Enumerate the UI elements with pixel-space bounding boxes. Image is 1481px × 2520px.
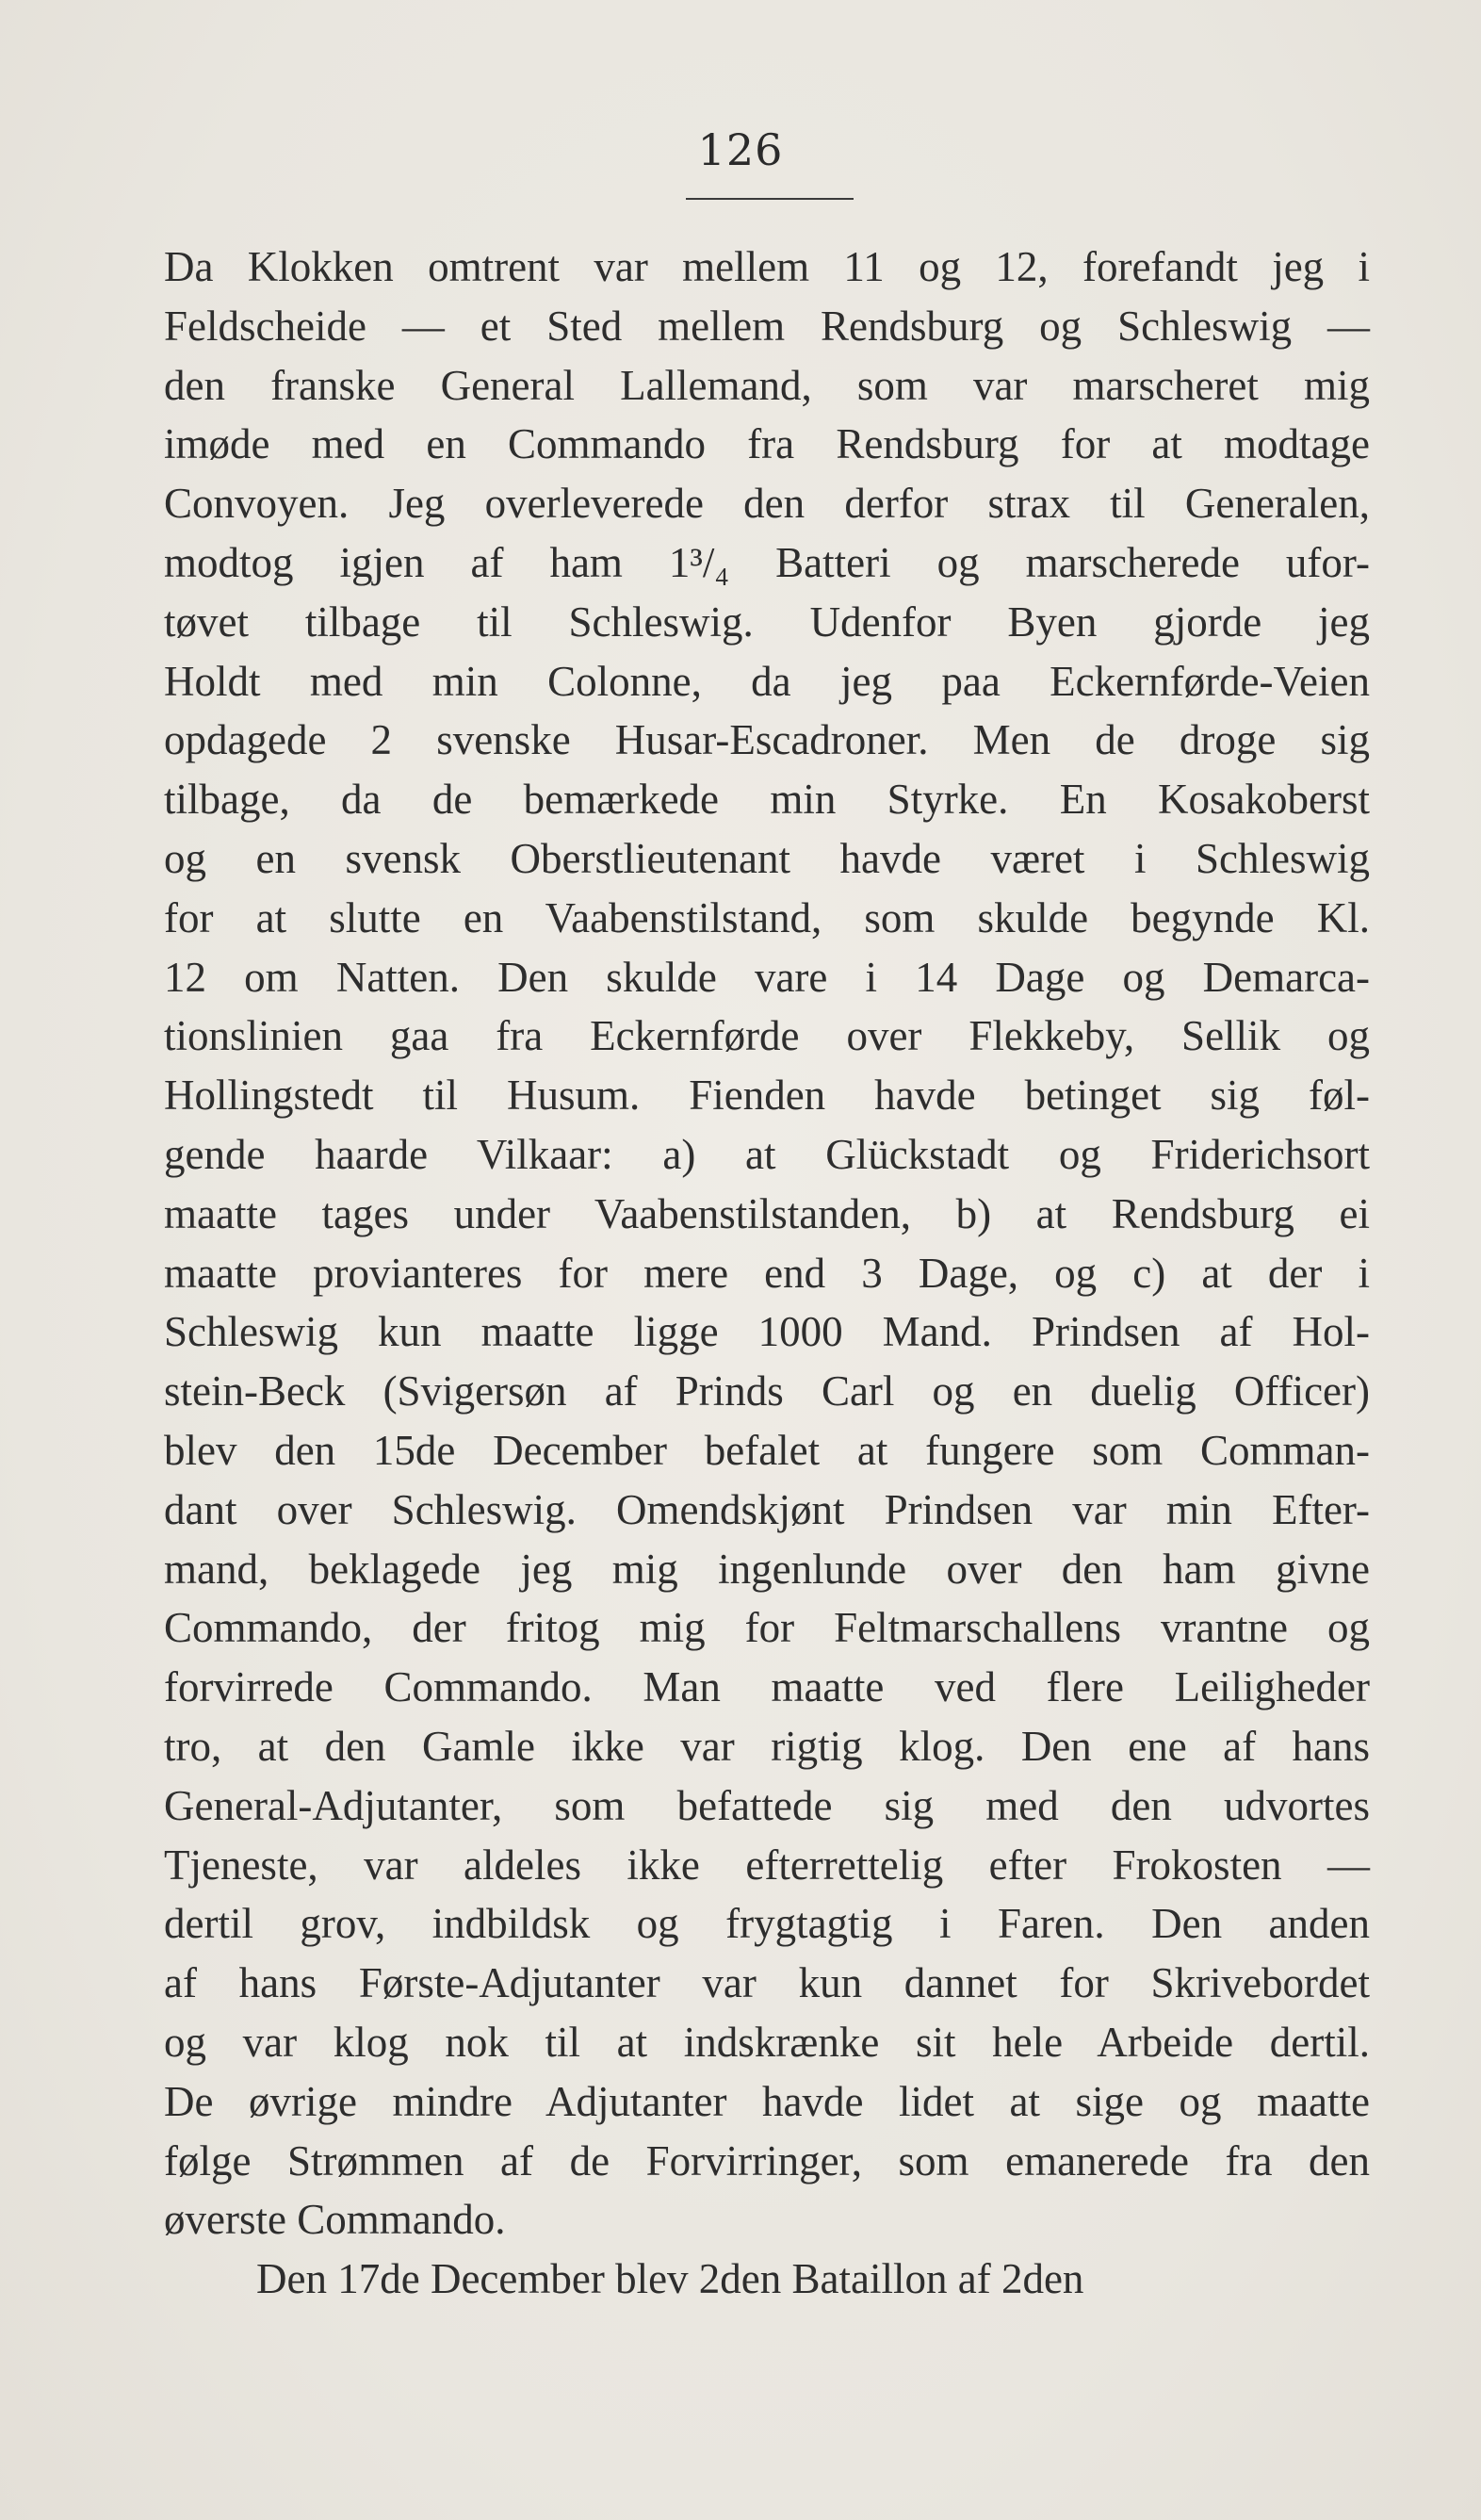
text-line: De øvrige mindre Adjutanter havde lidet at sige og maatte bbox=[164, 2077, 1370, 2125]
text-line: modtog igjen af ham 1³/₄ Batteri og marscherede ufor- bbox=[164, 538, 1370, 586]
text-line: dertil grov, indbildsk og frygtagtig i Faren. Den anden bbox=[164, 1900, 1370, 1948]
text-line: Commando, der fritog mig for Feltmarschallens vrantne og bbox=[164, 1604, 1370, 1652]
text-line: og var klog nok til at indskrænke sit hele Arbeide dertil. bbox=[164, 2018, 1370, 2066]
text-line: øverste Commando. bbox=[164, 2196, 506, 2244]
text-line: den franske General Lallemand, som var marscheret mig bbox=[164, 361, 1370, 409]
text-line: Hollingstedt til Husum. Fienden havde betinget sig føl- bbox=[164, 1072, 1370, 1120]
text-line: mand, beklagede jeg mig ingenlunde over den ham givne bbox=[164, 1545, 1370, 1593]
text-line: Den 17de December blev 2den Bataillon af 2den bbox=[256, 2255, 1084, 2303]
page-number: 126 bbox=[697, 124, 784, 175]
text-line: tionslinien gaa fra Eckernførde over Flekkeby, Sellik og bbox=[164, 1012, 1370, 1060]
text-line: Da Klokken omtrent var mellem 11 og 12, forefandt jeg i bbox=[164, 243, 1370, 290]
text-line: Convoyen. Jeg overleverede den derfor strax til Generalen, bbox=[164, 480, 1370, 528]
text-line: forvirrede Commando. Man maatte ved flere Leiligheder bbox=[164, 1663, 1370, 1711]
text-line: tilbage, da de bemærkede min Styrke. En Kosakoberst bbox=[164, 776, 1370, 824]
text-line: og en svensk Oberstlieutenant havde været i Schleswig bbox=[164, 834, 1370, 882]
text-line: maatte tages under Vaabenstilstanden, b) at Rendsburg ei bbox=[164, 1189, 1370, 1237]
text-line: Feldscheide — et Sted mellem Rendsburg og Schleswig — bbox=[164, 302, 1370, 350]
text-line: for at slutte en Vaabenstilstand, som skulde begynde Kl. bbox=[164, 893, 1370, 941]
text-line: blev den 15de December befalet at fungere som Comman- bbox=[164, 1426, 1370, 1474]
text-line: 12 om Natten. Den skulde vare i 14 Dage og Demarca- bbox=[164, 953, 1370, 1001]
text-line: General-Adjutanter, som befattede sig med den udvortes bbox=[164, 1781, 1370, 1829]
text-line: opdagede 2 svenske Husar-Escadroner. Men de droge sig bbox=[164, 716, 1370, 764]
text-line: maatte provianteres for mere end 3 Dage, og c) at der i bbox=[164, 1249, 1370, 1297]
text-line: tro, at den Gamle ikke var rigtig klog. Den ene af hans bbox=[164, 1722, 1370, 1770]
text-line: gende haarde Vilkaar: a) at Glückstadt og Friderichsort bbox=[164, 1130, 1370, 1178]
text-line: Tjeneste, var aldeles ikke efterrettelig efter Frokosten — bbox=[164, 1841, 1370, 1889]
header-rule bbox=[686, 198, 854, 200]
text-line: tøvet tilbage til Schleswig. Udenfor Byen gjorde jeg bbox=[164, 597, 1370, 646]
text-line: Holdt med min Colonne, da jeg paa Eckernførde-Veien bbox=[164, 657, 1370, 705]
text-line: stein-Beck (Svigersøn af Prinds Carl og en duelig Officer) bbox=[164, 1367, 1370, 1415]
text-line: dant over Schleswig. Omendskjønt Prindsen var min Efter- bbox=[164, 1485, 1370, 1533]
text-line: af hans Første-Adjutanter var kun dannet for Skrivebordet bbox=[164, 1959, 1370, 2007]
text-line: Schleswig kun maatte ligge 1000 Mand. Prindsen af Hol- bbox=[164, 1308, 1370, 1356]
body-text bbox=[164, 237, 1370, 2309]
text-line: imøde med en Commando fra Rendsburg for at modtage bbox=[164, 420, 1370, 468]
text-line: følge Strømmen af de Forvirringer, som emanerede fra den bbox=[164, 2136, 1370, 2185]
